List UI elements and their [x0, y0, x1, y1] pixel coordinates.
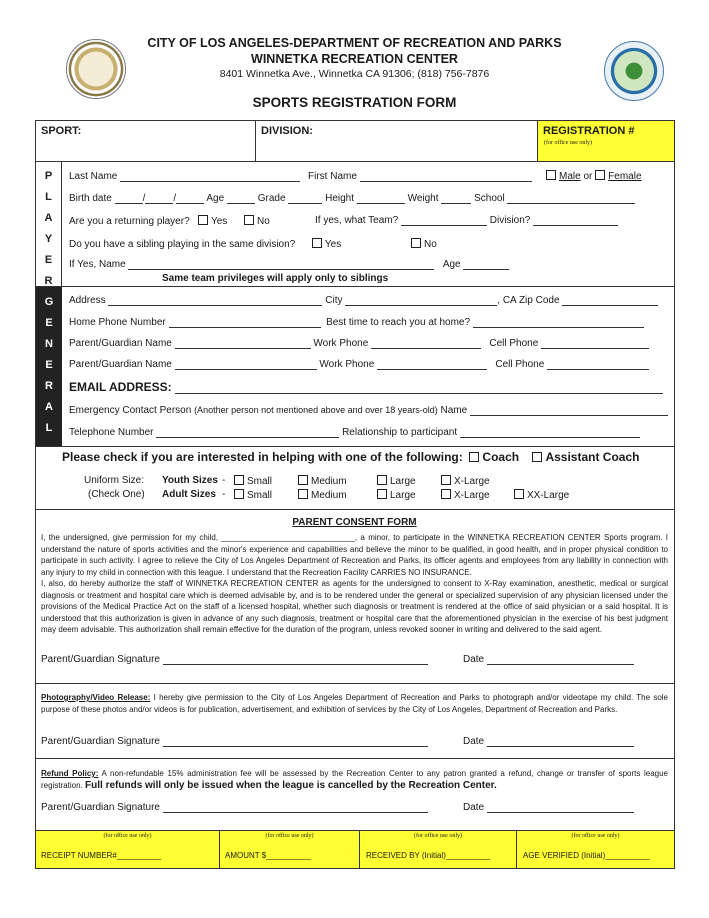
received-office-note: (for office use only) [413, 833, 463, 839]
first-name-label: First Name [308, 171, 357, 182]
returning-yes-label: Yes [210, 216, 228, 227]
general-letter: A [45, 401, 53, 413]
birth-day-input[interactable] [145, 193, 173, 204]
age-label: Age [206, 193, 225, 204]
city-label: City [325, 295, 343, 306]
home-phone-label: Home Phone Number [69, 317, 166, 328]
photo-date-label: Date [463, 736, 485, 747]
school-input[interactable] [507, 193, 635, 204]
last-name-input[interactable] [120, 171, 300, 182]
youth-large-label: Large [390, 476, 416, 487]
adult-large-label: Large [390, 490, 416, 501]
photo-release-text-block [41, 692, 668, 715]
relationship-input[interactable] [460, 427, 640, 438]
consent-paragraph-2: I, also, do hereby authorize the staff of WINNETKA RECREATION CENTER as agents for the undersigned to consent to X-Ray examination, anesthetic, medical or surgical diagnosis or treatment and hospital care which is deemed advisable by, and is to be rendered under the general or specialized supervision of any physician licensed under the provisions of the Medical Practice Act on the staff of a licensed hospital, whether such diagnosis or treatment is rendered at the office of said physician or a said hospital. It is understood that this authorization is given in advance of any such diagnosis, treatment or hospital care that the aforementioned physician in the exercise of his best judgment may deem advisable. This authorization shall remain effective for the duration of the program, unless revoked sooner in writing and delivered to the said agent. [41, 579, 668, 634]
general-letter: E [45, 317, 53, 329]
general-letter: N [45, 338, 53, 350]
general-letter: L [45, 422, 53, 434]
age-verified-label: AGE VERIFIED (Initial)__________ [523, 851, 650, 860]
general-letter: R [45, 380, 53, 392]
male-label: Male [559, 171, 581, 182]
refund-signature-label: Parent/Guardian Signature [41, 802, 160, 813]
sibling-no-checkbox[interactable] [411, 238, 421, 248]
player-letter: P [44, 170, 53, 182]
address-input[interactable] [108, 295, 322, 306]
adult-dash: - [222, 489, 226, 500]
player-letter: L [45, 191, 52, 203]
assistant-coach-checkbox[interactable] [532, 452, 542, 462]
adult-small-label: Small [247, 490, 273, 501]
sibling-no-label: No [424, 239, 437, 250]
work-phone2-label: Work Phone [319, 359, 375, 370]
adult-xxlarge-checkbox[interactable] [514, 489, 524, 499]
youth-sizes-label: Youth Sizes [162, 475, 218, 486]
work-phone1-input[interactable] [371, 338, 481, 349]
coach-label: Coach [482, 450, 520, 464]
adult-xlarge-checkbox[interactable] [441, 489, 451, 499]
sibling-age-input[interactable] [463, 259, 509, 270]
best-time-input[interactable] [473, 317, 644, 328]
division-field[interactable] [255, 120, 538, 162]
youth-medium-label: Medium [311, 476, 347, 487]
emergency-name-input[interactable] [470, 405, 668, 416]
header-subtitle: WINNETKA RECREATION CENTER [251, 52, 458, 66]
receipt-office-note: (for office use only) [103, 833, 152, 839]
or-label: or [583, 171, 593, 182]
uniform-size-label: Uniform Size: [84, 475, 145, 486]
player-letter: A [44, 212, 53, 224]
adult-medium-label: Medium [311, 490, 347, 501]
refund-bold-text: Full refunds will only be issued when the league is cancelled by the Recreation Center. [85, 779, 497, 791]
general-letter: G [44, 296, 54, 308]
sibling-yes-checkbox[interactable] [312, 238, 322, 248]
player-letter: R [44, 275, 53, 287]
receipt-number-label: RECEIPT NUMBER#__________ [41, 851, 162, 860]
returning-yes-checkbox[interactable] [198, 215, 208, 225]
sibling-yes-label: Yes [324, 239, 342, 250]
player-division-label: Division? [489, 215, 531, 226]
youth-small-checkbox[interactable] [234, 475, 244, 485]
consent-date-input[interactable] [487, 654, 634, 665]
cell-phone2-input[interactable] [547, 359, 649, 370]
cell-phone1-label: Cell Phone [489, 338, 539, 349]
female-label: Female [608, 171, 642, 182]
sibling-privileges-note: Same team privileges will apply only to siblings [162, 273, 389, 284]
photo-release-text: I hereby give permission to the City of Los Angeles Department of Recreation and Parks to photograph and/or videotape my child. The sole purpose of these photos and/or videos is for publication, advertisement, and exhibition of services by the City of Los Angeles, Department of Recreation and Parks. [41, 693, 668, 714]
player-division-input[interactable] [533, 215, 618, 226]
division-label: DIVISION: [261, 125, 313, 137]
emergency-name-label: Name [440, 405, 468, 416]
emergency-contact-note: (Another person not mentioned above and over 18 years-old) [194, 405, 438, 415]
adult-sizes-label: Adult Sizes [162, 489, 216, 500]
email-input[interactable] [175, 381, 663, 394]
general-letter: E [45, 359, 53, 371]
cell-phone2-label: Cell Phone [495, 359, 545, 370]
returning-no-checkbox[interactable] [244, 215, 254, 225]
height-label: Height [325, 193, 355, 204]
adult-xxlarge-label: XX-Large [527, 490, 570, 501]
zip-label: , CA Zip Code [497, 295, 560, 306]
returning-no-label: No [256, 216, 270, 227]
photo-signature-input[interactable] [163, 736, 428, 747]
amount-field[interactable] [219, 830, 360, 869]
first-name-input[interactable] [360, 171, 532, 182]
photo-signature-label: Parent/Guardian Signature [41, 736, 160, 747]
grade-input[interactable] [288, 193, 322, 204]
youth-xlarge-checkbox[interactable] [441, 475, 451, 485]
refund-title: Refund Policy: [41, 769, 99, 778]
youth-xlarge-label: X-Large [454, 476, 490, 487]
youth-small-label: Small [247, 476, 273, 487]
received-by-label: RECEIVED BY (Initial)__________ [366, 851, 491, 860]
guardian1-label: Parent/Guardian Name [69, 338, 172, 349]
youth-large-checkbox[interactable] [377, 475, 387, 485]
youth-dash: - [222, 475, 226, 486]
age-input[interactable] [227, 193, 255, 204]
sibling-age-label: Age [442, 259, 461, 270]
consent-title: PARENT CONSENT FORM [292, 517, 417, 528]
grade-label: Grade [257, 193, 286, 204]
height-input[interactable] [357, 193, 405, 204]
player-letter: Y [44, 233, 53, 245]
returning-player-label: Are you a returning player? [69, 216, 190, 227]
coach-checkbox[interactable] [469, 452, 479, 462]
consent-signature-input[interactable] [163, 654, 428, 665]
refund-date-label: Date [463, 802, 485, 813]
birth-year-input[interactable] [176, 193, 204, 204]
form-title: SPORTS REGISTRATION FORM [252, 95, 457, 110]
guardian2-input[interactable] [175, 359, 317, 370]
guardian1-input[interactable] [175, 338, 311, 349]
age-verified-office-note: (for office use only) [571, 833, 620, 839]
emergency-contact-label: Emergency Contact Person [69, 405, 192, 416]
sibling-name-input[interactable] [128, 259, 434, 270]
registration-label: REGISTRATION # [543, 125, 635, 137]
adult-medium-checkbox[interactable] [298, 489, 308, 499]
registration-office-note: (for office use only) [544, 140, 593, 146]
email-label: EMAIL ADDRESS: [69, 380, 172, 394]
registration-number-field[interactable] [537, 120, 675, 162]
birth-month-input[interactable] [115, 193, 143, 204]
general-side-label [36, 287, 62, 446]
player-side-label [36, 162, 62, 286]
female-checkbox[interactable] [595, 170, 605, 180]
adult-small-checkbox[interactable] [234, 489, 244, 499]
adult-large-checkbox[interactable] [377, 489, 387, 499]
what-team-input[interactable] [401, 215, 487, 226]
assistant-coach-label: Assistant Coach [545, 450, 640, 464]
home-phone-input[interactable] [169, 317, 321, 328]
receipt-number-field[interactable] [35, 830, 220, 869]
weight-input[interactable] [441, 193, 471, 204]
age-verified-field[interactable] [516, 830, 675, 869]
zip-input[interactable] [562, 295, 658, 306]
amount-label: AMOUNT $__________ [225, 851, 311, 860]
sport-label: SPORT: [41, 125, 82, 137]
last-name-label: Last Name [69, 171, 118, 182]
relationship-label: Relationship to participant [342, 427, 458, 438]
telephone-input[interactable] [156, 427, 339, 438]
address-label: Address [69, 295, 106, 306]
work-phone1-label: Work Phone [313, 338, 369, 349]
guardian2-label: Parent/Guardian Name [69, 359, 172, 370]
photo-release-title: Photography/Video Release: [41, 693, 151, 702]
adult-xlarge-label: X-Large [454, 490, 490, 501]
birth-date-label: Birth date [69, 193, 112, 204]
received-by-field[interactable] [359, 830, 517, 869]
consent-paragraph-1: I, the undersigned, give permission for my child, ______________________________, a minor, to participate in the WINNETKA RECREATION CENTER Sports program. I understand the nature of sports activities and the minor's experience and capabilities and believe the minor to be qualified, in good health, and in proper physical condition to participate in such activity. I agree to relieve the City of Los Angeles Department of Recreation and Parks, its officer agents and employees from any liability in connection with any injury to my child in connection with this league. I understand that the Recreation Facility CARRIES NO INSURANCE. [41, 533, 668, 577]
player-letter: E [44, 254, 53, 266]
amount-office-note: (for office use only) [265, 833, 314, 839]
consent-date-label: Date [463, 654, 485, 665]
weight-label: Weight [407, 193, 439, 204]
header-address: 8401 Winnetka Ave., Winnetka CA 91306; (818) 756-7876 [219, 68, 490, 80]
best-time-label: Best time to reach you at home? [326, 317, 471, 328]
refund-text-block [41, 768, 668, 791]
male-checkbox[interactable] [546, 170, 556, 180]
volunteer-prompt: Please check if you are interested in helping with one of the following: [62, 450, 463, 464]
work-phone2-input[interactable] [377, 359, 487, 370]
youth-medium-checkbox[interactable] [298, 475, 308, 485]
sibling-name-label: If Yes, Name [69, 259, 126, 270]
telephone-label: Telephone Number [69, 427, 154, 438]
refund-signature-input[interactable] [163, 802, 428, 813]
school-label: School [474, 193, 505, 204]
city-input[interactable] [345, 295, 497, 306]
cell-phone1-input[interactable] [541, 338, 649, 349]
refund-text: A non-refundable 15% administration fee will be assessed by the Recreation Center to any patron granted a refund, change or transfer of sports league registration. [41, 769, 668, 790]
header-title: CITY OF LOS ANGELES-DEPARTMENT OF RECREATION AND PARKS [147, 36, 562, 50]
sibling-question: Do you have a sibling playing in the same division? [69, 239, 296, 250]
check-one-label: (Check One) [88, 489, 145, 500]
photo-date-input[interactable] [487, 736, 634, 747]
consent-signature-label: Parent/Guardian Signature [41, 654, 160, 665]
sport-field[interactable] [35, 120, 256, 162]
what-team-label: If yes, what Team? [315, 215, 399, 226]
refund-date-input[interactable] [487, 802, 634, 813]
